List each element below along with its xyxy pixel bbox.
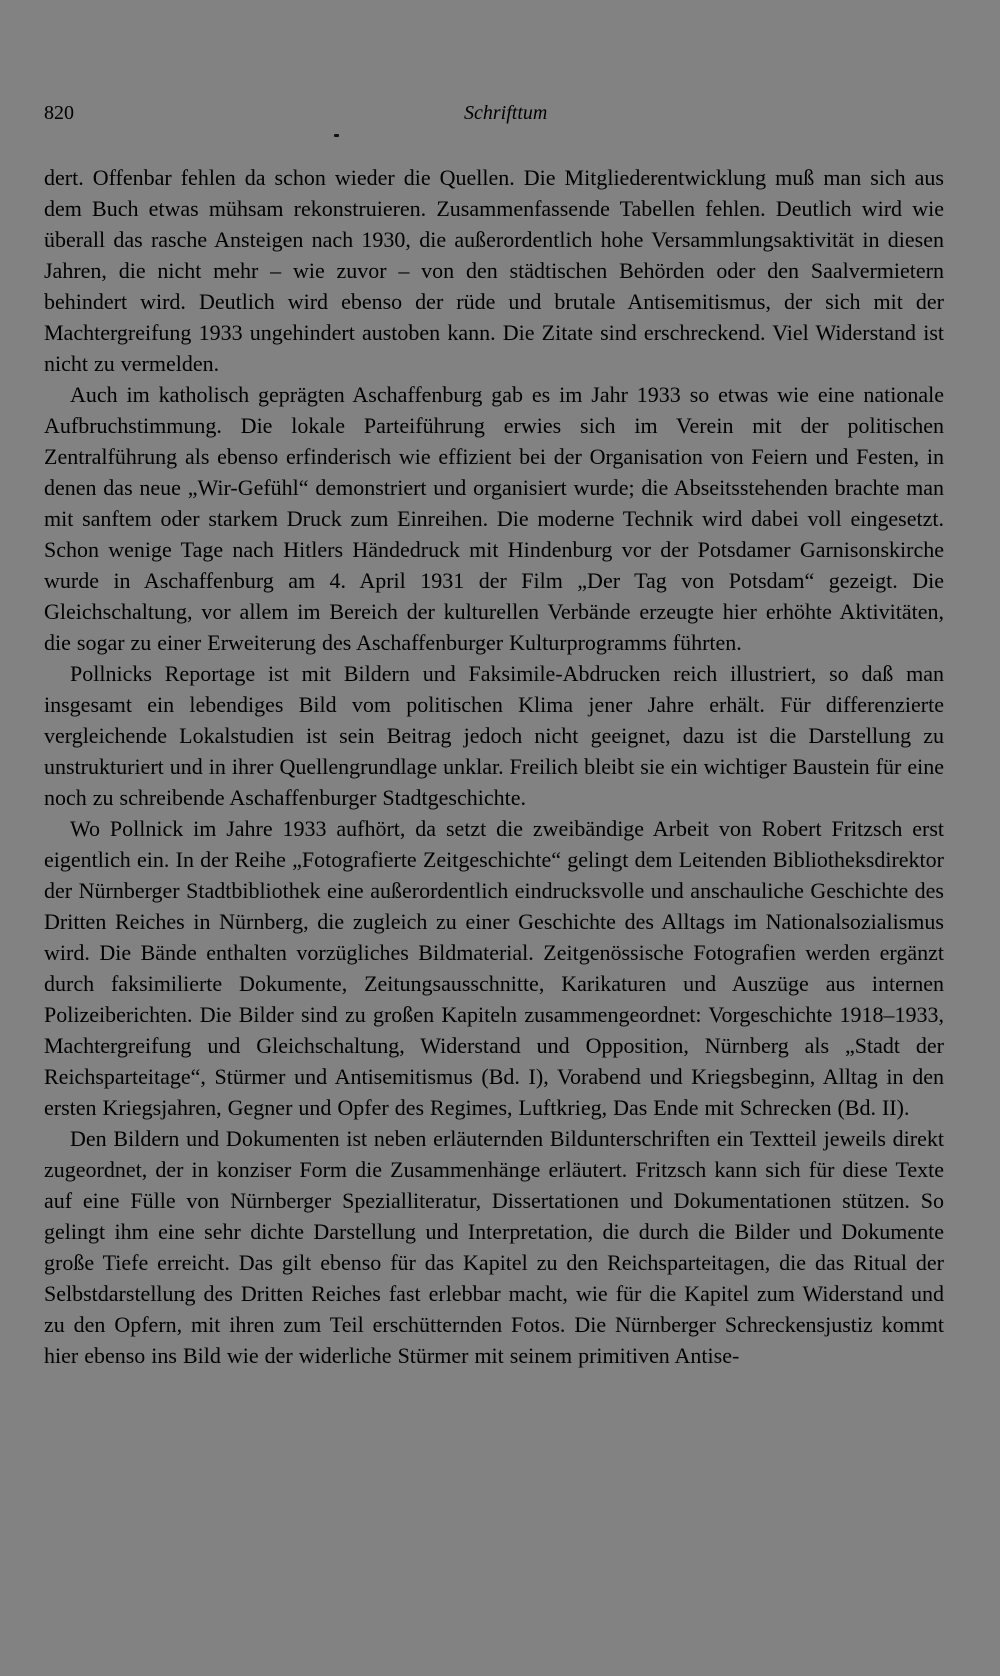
- page-number: 820: [44, 102, 74, 124]
- paragraph-1: dert. Offenbar fehlen da schon wieder die Quellen. Die Mitgliederentwicklung muß man sich aus dem Buch etwas mühsam rekonstruieren. Zusammenfassende Tabellen fehlen. Deutlich wird wie überall das rasche Ansteigen nach 1930, die außerordentlich hohe Versammlungsaktivität in diesen Jahren, die nicht mehr – wie zuvor – von den städtischen Behörden oder den Saalvermietern behindert wird. Deutlich wird ebenso der rüde und brutale Antisemitismus, der sich mit der Machtergreifung 1933 ungehindert austoben kann. Die Zitate sind erschreckend. Viel Widerstand ist nicht zu vermelden.: [44, 165, 944, 376]
- paragraph-3: Pollnicks Reportage ist mit Bildern und Faksimile-Abdrucken reich illustriert, so daß man insgesamt ein lebendiges Bild vom politischen Klima jener Jahre erhält. Für differenzierte vergleichende Lokalstudien ist sein Beitrag jedoch nicht geeignet, dazu ist die Darstellung zu unstrukturiert und in ihrer Quellengrundlage unklar. Freilich bleibt sie ein wichtiger Baustein für eine noch zu schreibende Aschaffenburger Stadtgeschichte.: [44, 661, 944, 810]
- paragraph-5: Den Bildern und Dokumenten ist neben erläuternden Bildunterschriften ein Textteil jeweils direkt zugeordnet, der in konziser Form die Zusammenhänge erläutert. Fritzsch kann sich für diese Texte auf eine Fülle von Nürnberger Spezialliteratur, Dissertationen und Dokumentationen stützen. So gelingt ihm eine sehr dichte Darstellung und Interpretation, die durch die Bilder und Dokumente große Tiefe erreicht. Das gilt ebenso für das Kapitel zu den Reichsparteitagen, die das Ritual der Selbstdarstellung des Dritten Reiches fast erlebbar macht, wie für die Kapitel zum Widerstand und zu den Opfern, mit ihren zum Teil erschütternden Fotos. Die Nürnberger Schreckensjustiz kommt hier ebenso ins Bild wie der widerliche Stürmer mit seinem primitiven Antise-: [44, 1126, 944, 1368]
- paragraph-2: Auch im katholisch geprägten Aschaffenburg gab es im Jahr 1933 so etwas wie eine nationale Aufbruchstimmung. Die lokale Parteiführung erwies sich im Verein mit der politischen Zentralführung als ebenso erfinderisch wie effizient bei der Organisation von Feiern und Festen, in denen das neue „Wir-Gefühl“ demonstriert und organisiert wurde; die Abseitsstehenden brachte man mit sanftem oder starkem Druck zum Einreihen. Die moderne Technik wird dabei voll eingesetzt. Schon wenige Tage nach Hitlers Händedruck mit Hindenburg vor der Potsdamer Garnisonskirche wurde in Aschaffenburg am 4. April 1931 der Film „Der Tag von Potsdam“ gezeigt. Die Gleichschaltung, vor allem im Bereich der kulturellen Verbände erzeugte hier erhöhte Aktivitäten, die sogar zu einer Erweiterung des Aschaffenburger Kulturprogramms führten.: [44, 382, 944, 655]
- body-text: [44, 162, 944, 1371]
- running-title: Schrifttum: [464, 102, 548, 124]
- paragraph-4: Wo Pollnick im Jahre 1933 aufhört, da setzt die zweibändige Arbeit von Robert Fritzsch erst eigentlich ein. In der Reihe „Fotografierte Zeitgeschichte“ gelingt dem Leitenden Bibliotheksdirektor der Nürnberger Stadtbibliothek eine außerordentlich eindrucksvolle und anschauliche Geschichte des Dritten Reiches in Nürnberg, die zugleich zu einer Geschichte des Alltags im Nationalsozialismus wird. Die Bände enthalten vorzügliches Bildmaterial. Zeitgenössische Fotografien werden ergänzt durch faksimilierte Dokumente, Zeitungsausschnitte, Karikaturen und Auszüge aus internen Polizeiberichten. Die Bilder sind zu großen Kapiteln zusammengeordnet: Vorgeschichte 1918–1933, Machtergreifung und Gleichschaltung, Widerstand und Opposition, Nürnberg als „Stadt der Reichsparteitage“, Stürmer und Antisemitismus (Bd. I), Vorabend und Kriegsbeginn, Alltag in den ersten Kriegsjahren, Gegner und Opfer des Regimes, Luftkrieg, Das Ende mit Schrecken (Bd. II).: [44, 816, 944, 1120]
- print-speck: [334, 134, 339, 137]
- page-header: [44, 102, 548, 138]
